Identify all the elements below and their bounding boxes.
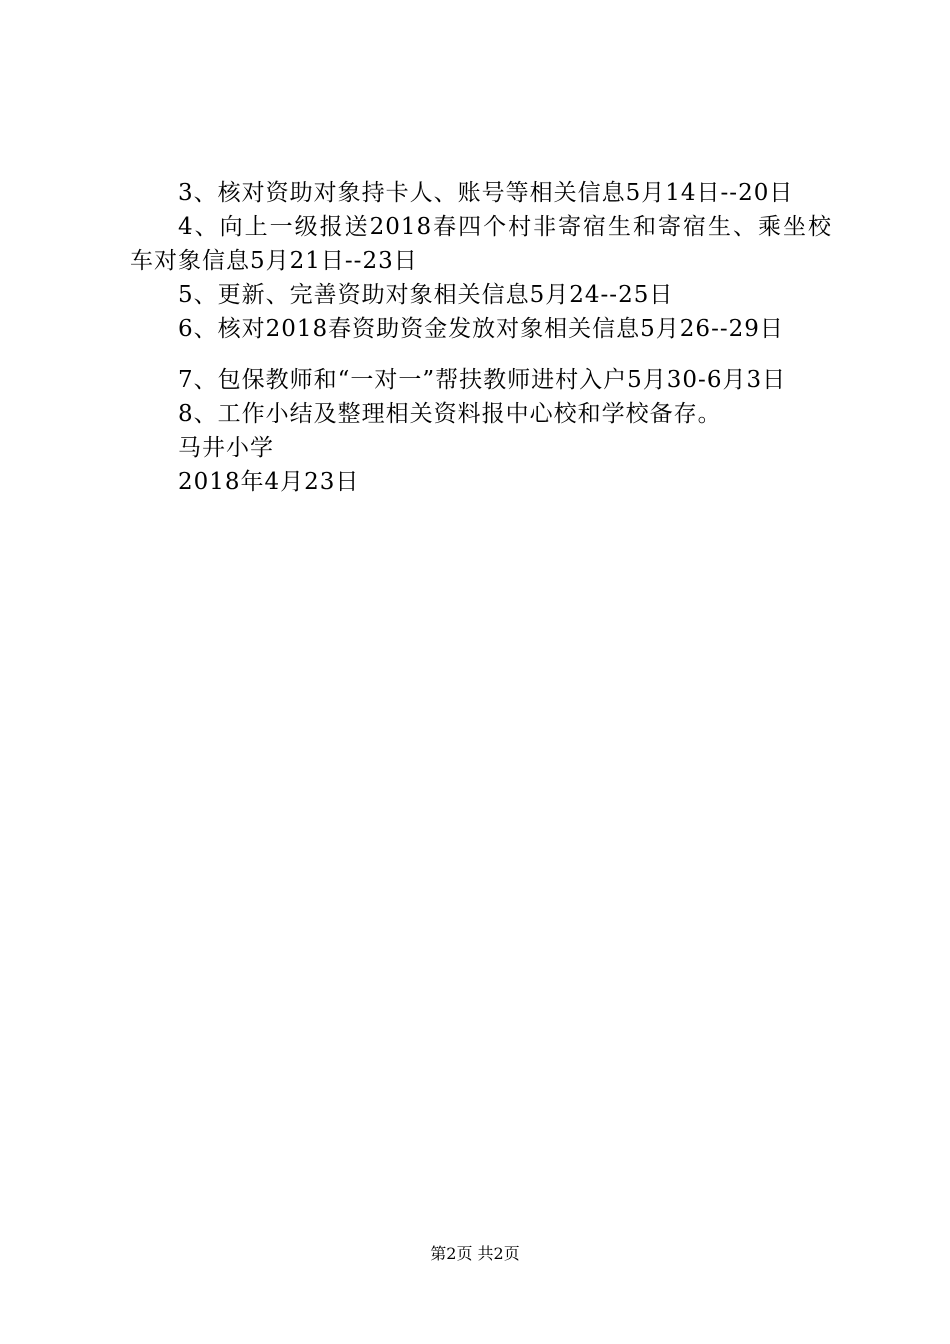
paragraph-item-5: 5、更新、完善资助对象相关信息5月24--25日	[178, 282, 674, 308]
signature-school-name: 马井小学	[178, 435, 274, 461]
signature-date: 2018年4月23日	[178, 469, 360, 495]
paragraph-item-8: 8、工作小结及整理相关资料报中心校和学校备存。	[178, 401, 722, 427]
paragraph-item-4: 4、向上一级报送2018春四个村非寄宿生和寄宿生、乘坐校车对象信息5月21日--23日	[130, 214, 832, 274]
document-body	[130, 176, 832, 499]
page-number-footer: 第2页 共2页	[430, 1244, 520, 1263]
paragraph-item-3: 3、核对资助对象持卡人、账号等相关信息5月14日--20日	[178, 180, 794, 206]
paragraph-item-7: 7、包保教师和“一对一”帮扶教师进村入户5月30-6月3日	[178, 367, 787, 393]
paragraph-item-6: 6、核对2018春资助资金发放对象相关信息5月26--29日	[178, 316, 784, 342]
